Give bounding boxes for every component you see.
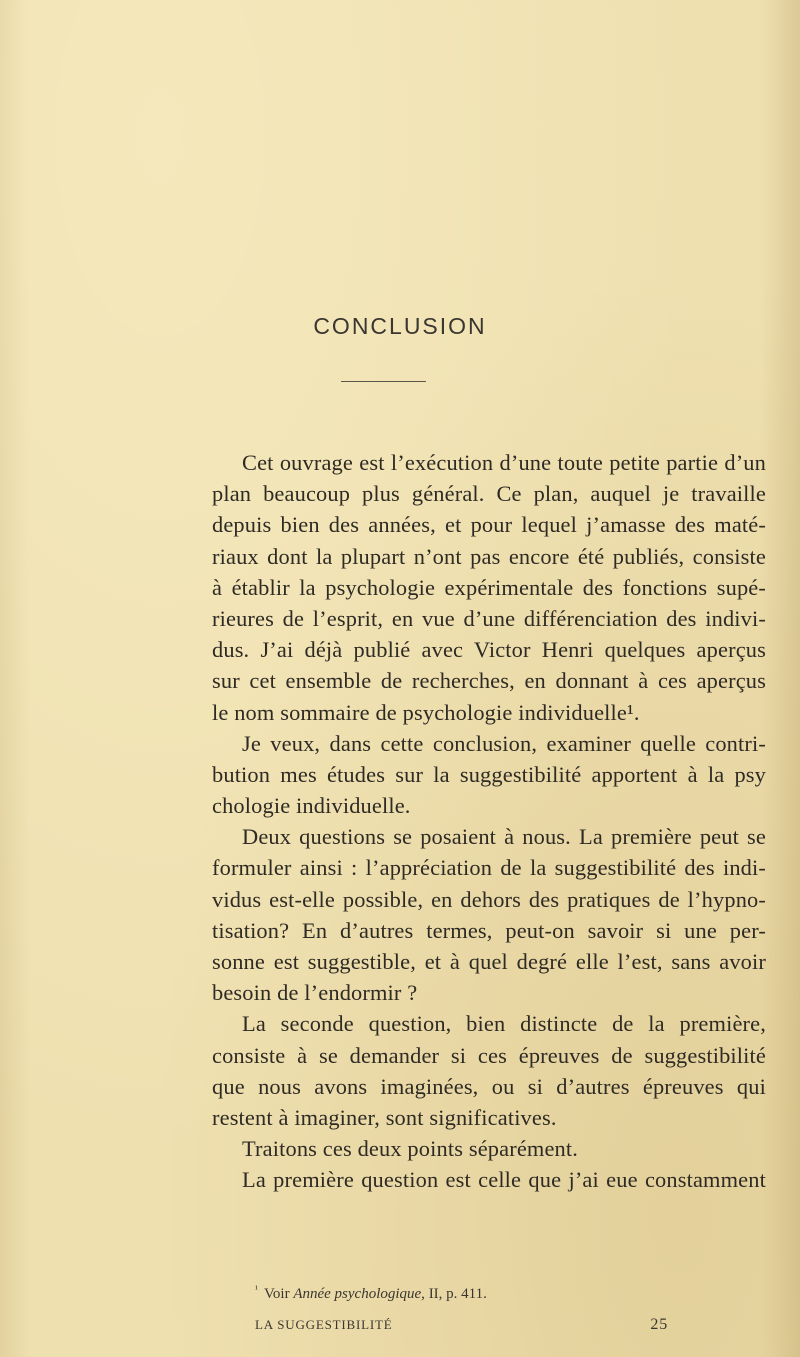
text-line: consiste à se demander si ces épreuves de suggestibilité xyxy=(212,1042,766,1068)
text-line: le nom sommaire de psychologie individuelle¹. xyxy=(212,699,640,725)
text-line: bution mes études sur la suggestibilité apportent à la psy xyxy=(212,761,766,787)
text-line: plan beaucoup plus général. Ce plan, auquel je travaille xyxy=(212,481,766,507)
text-line: La seconde question, bien distincte de la première, xyxy=(242,1011,766,1037)
body-text xyxy=(212,447,766,1196)
text-line: formuler ainsi : l’appréciation de la suggestibilité des indi- xyxy=(212,855,766,881)
text-line: La première question est celle que j’ai eue constamment xyxy=(242,1167,766,1193)
footnote-title: Année psychologique, xyxy=(293,1286,425,1302)
text-line: Traitons ces deux points séparément. xyxy=(242,1136,579,1162)
text-line: Je veux, dans cette conclusion, examiner quelle contri- xyxy=(242,730,766,756)
text-line: que nous avons imaginées, ou si d’autres épreuves qui xyxy=(212,1073,766,1099)
text-line: vidus est-elle possible, en dehors des pratiques de l’hypno- xyxy=(212,886,766,912)
text-line: rieures de l’esprit, en vue d’une différenciation des indivi- xyxy=(212,605,766,631)
footer-signature: 25 xyxy=(650,1316,668,1333)
text-line: riaux dont la plupart n’ont pas encore été publiés, consiste xyxy=(212,543,766,569)
text-line: Deux questions se posaient à nous. La première peut se xyxy=(242,824,766,850)
text-line: sur cet ensemble de recherches, en donnant à ces aperçus xyxy=(212,668,766,694)
text-line: chologie individuelle. xyxy=(212,793,411,819)
footnote xyxy=(255,1284,487,1303)
footnote-mark: ¹ xyxy=(255,1284,258,1295)
text-line: Cet ouvrage est l’exécution d’une toute petite partie d’un xyxy=(242,450,766,475)
heading-rule xyxy=(341,381,426,382)
text-line: tisation? En d’autres termes, peut-on savoir si une per- xyxy=(212,917,766,943)
footnote-prefix: Voir xyxy=(264,1286,294,1302)
text-line: à établir la psychologie expérimentale des fonctions supé- xyxy=(212,574,766,600)
footnote-suffix: II, p. 411. xyxy=(424,1286,487,1302)
text-line: dus. J’ai déjà publié avec Victor Henri quelques aperçus xyxy=(212,637,766,663)
text-line: besoin de l’endormir ? xyxy=(212,980,418,1006)
chapter-heading: CONCLUSION xyxy=(313,313,487,339)
text-line: depuis bien des années, et pour lequel j’amasse des maté- xyxy=(212,512,766,538)
text-line: sonne est suggestible, et à quel degré elle l’est, sans avoir xyxy=(212,949,766,974)
footer-book-title: LA SUGGESTIBILITÉ xyxy=(255,1317,393,1332)
text-line: restent à imaginer, sont significatives. xyxy=(212,1104,557,1130)
